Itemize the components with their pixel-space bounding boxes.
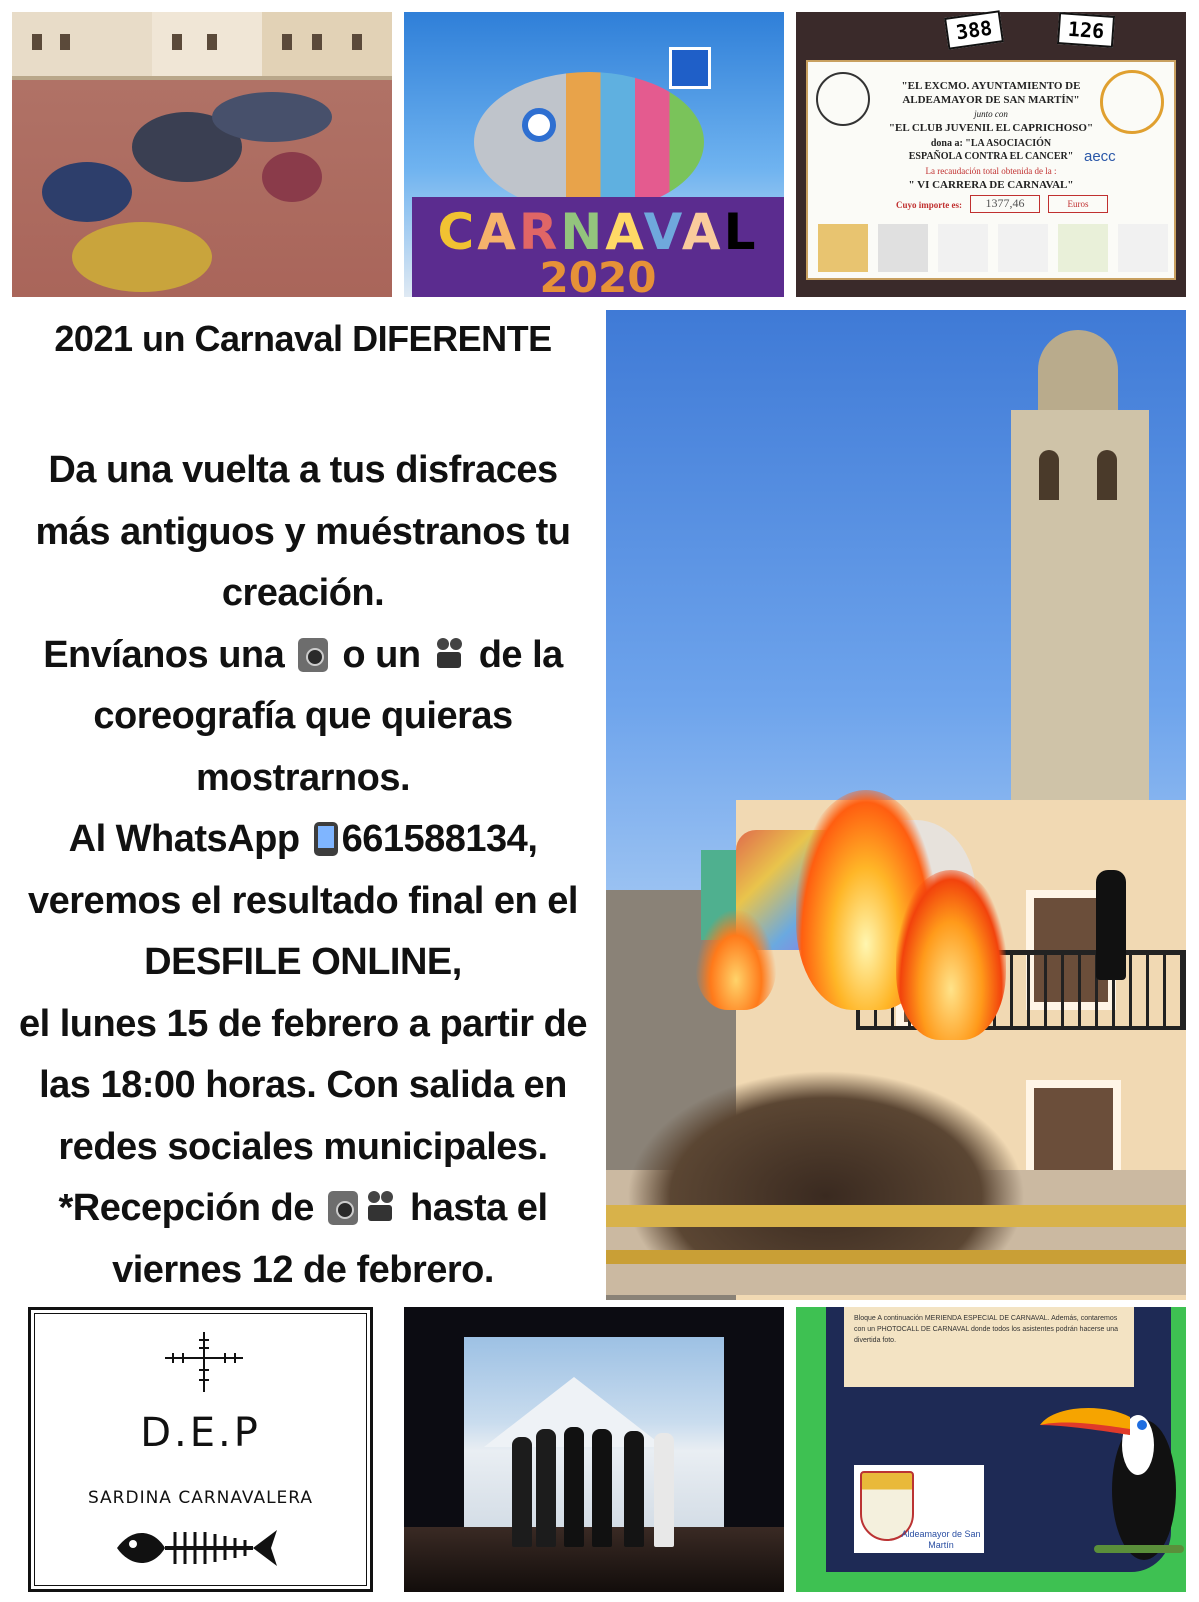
- fish-figure: [474, 72, 704, 212]
- performer-figure: [564, 1427, 584, 1547]
- performer-figure: [624, 1431, 644, 1547]
- performer-figure: [654, 1433, 674, 1547]
- dep-title: D.E.P: [140, 1410, 261, 1456]
- dep-sardina-card: [28, 1307, 373, 1592]
- flyer-note: Bloque A continuación MERIENDA ESPECIAL DE CARNAVAL. Además, contaremos con un PHOTOCALL DE CARNAVAL donde todos los asistentes podrán hacerse una divertida foto.: [844, 1307, 1134, 1387]
- toucan-icon: [1034, 1395, 1184, 1580]
- photo-theater-stage: [404, 1307, 784, 1592]
- performer-figure: [536, 1429, 556, 1547]
- fire-flame: [696, 910, 776, 1010]
- race-bib: 126: [1057, 12, 1115, 48]
- announcement-line: creación.: [221, 572, 385, 614]
- barrier-rail: [606, 1250, 1186, 1264]
- announcement-text-part: Al WhatsApp: [68, 818, 310, 860]
- announcement-body: [8, 440, 598, 1301]
- performer-figure: [592, 1429, 612, 1547]
- announcement-line: redes sociales municipales.: [58, 1125, 548, 1168]
- check-line: La recaudación total obtenida de la :: [925, 166, 1057, 176]
- announcement-line: [8, 1178, 598, 1240]
- announcement-line: coreografía que quieras: [93, 695, 513, 737]
- bell-tower-dome: [1038, 330, 1118, 420]
- announcement-line: mostrarnos.: [195, 756, 411, 799]
- movie-camera-icon: [366, 1191, 396, 1225]
- announcement-headline: 2021 un Carnaval DIFERENTE: [54, 318, 552, 359]
- announcement-line: [8, 809, 598, 871]
- amount-label: Cuyo importe es:: [896, 200, 962, 210]
- photo-street-parade: [12, 12, 392, 297]
- check-line: ESPAÑOLA CONTRA EL CANCER": [908, 151, 1074, 162]
- donation-check: [806, 60, 1176, 280]
- banner-year: 2020: [539, 253, 657, 302]
- performer-figure: [512, 1437, 532, 1547]
- town-caption: Aldeamayor de San Martín: [901, 1529, 981, 1550]
- fire-flame: [896, 870, 1006, 1040]
- bell-tower: [1011, 410, 1149, 860]
- announcement-text-part: de la: [468, 633, 563, 676]
- announcement-line: veremos el resultado final en el: [28, 879, 578, 922]
- announcement-line: las 18:00 horas. Con salida en: [39, 1064, 567, 1106]
- announcement-text-part: o un: [332, 633, 431, 676]
- barrier-rail: [606, 1205, 1186, 1227]
- toucan-flyer: [796, 1307, 1186, 1592]
- announcement-text-part: *Recepción de: [58, 1187, 324, 1229]
- fish-skeleton-icon: [113, 1522, 281, 1574]
- fish-eye: [522, 108, 556, 142]
- currency-label: Euros: [1048, 195, 1108, 213]
- photo-carnaval-fish-float: [404, 12, 784, 302]
- announcement-line: el lunes 15 de febrero a partir de: [19, 1002, 587, 1045]
- crosswalk-sign-icon: [669, 47, 711, 89]
- check-line: dona a: "LA ASOCIACIÓN: [930, 138, 1052, 149]
- fishbone-cross-icon: [159, 1328, 249, 1396]
- camera-with-flash-icon: [328, 1191, 358, 1225]
- announcement-line: DESFILE ONLINE,: [144, 941, 462, 983]
- amount-value: 1377,46: [970, 195, 1040, 213]
- mobile-phone-arrow-icon: [314, 822, 338, 856]
- announcement-line: más antiguos y muéstranos tu: [35, 510, 571, 553]
- dep-subtitle: SARDINA CARNAVALERA: [87, 1488, 314, 1508]
- check-line: "EL EXCMO. AYUNTAMIENTO DE: [901, 80, 1081, 92]
- check-line: ALDEAMAYOR DE SAN MARTÍN": [902, 94, 1080, 106]
- movie-camera-icon: [435, 638, 465, 672]
- announcement-line: [8, 625, 598, 687]
- banner-title: CARNAVAL: [437, 203, 759, 261]
- carnaval-banner: [412, 197, 784, 302]
- photo-bonfire: [606, 310, 1186, 1295]
- announcement-text-part: Envíanos una: [43, 633, 295, 676]
- check-line: junto con: [974, 109, 1008, 119]
- person-silhouette: [1096, 870, 1126, 980]
- announcement-text-part: hasta el: [399, 1187, 548, 1229]
- check-line: " VI CARRERA DE CARNAVAL": [908, 179, 1074, 191]
- announcement-line: Da una vuelta a tus disfraces: [48, 449, 558, 491]
- camera-with-flash-icon: [298, 638, 328, 672]
- announcement-line: viernes 12 de febrero.: [112, 1248, 494, 1291]
- announcement-text: [8, 310, 598, 1300]
- whatsapp-number: 661588134,: [341, 818, 538, 860]
- sponsor-logos: [818, 224, 1168, 272]
- check-line: "EL CLUB JUVENIL EL CAPRICHOSO": [888, 122, 1094, 134]
- race-bib: 388: [944, 10, 1004, 49]
- photo-donation-check: [796, 12, 1186, 297]
- aecc-logo: aecc: [1084, 148, 1116, 165]
